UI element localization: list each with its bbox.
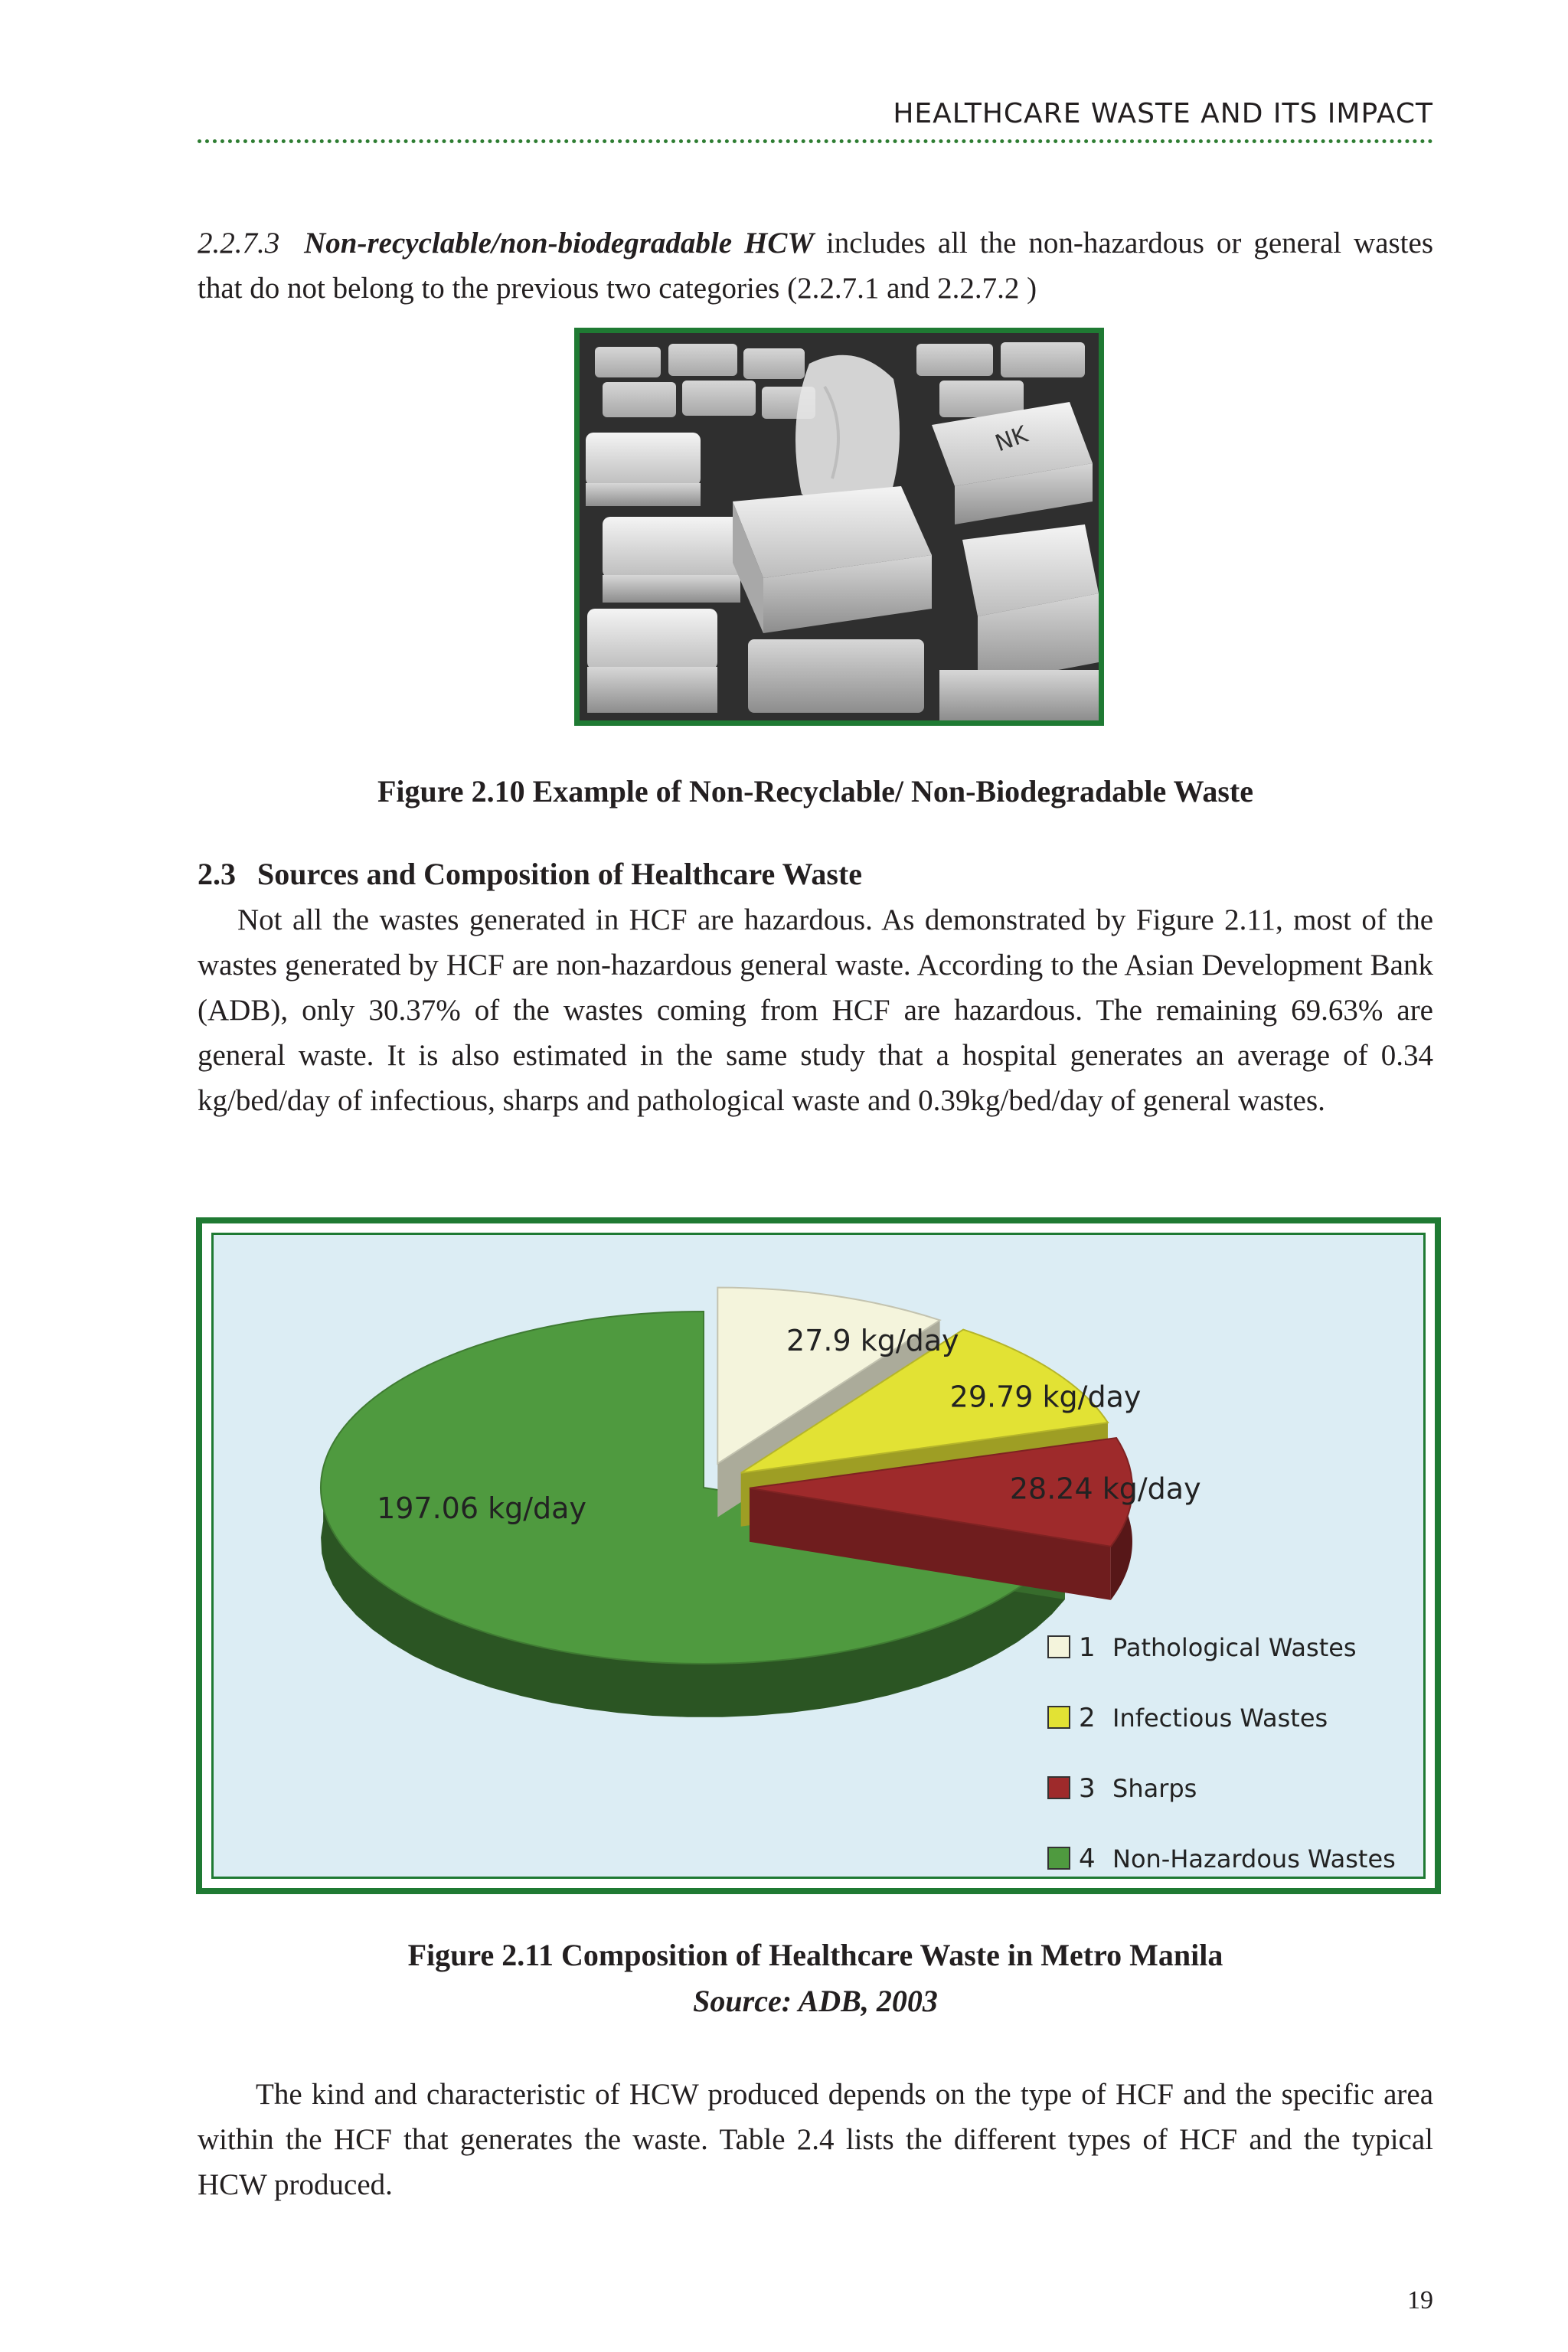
legend-item-sharps xyxy=(1048,1773,1197,1804)
subsection-term: Non-recyclable/non-biodegradable HCW xyxy=(304,227,815,260)
data-label-non-hazardous-wastes: 197.06 kg/day xyxy=(377,1491,586,1525)
intro-text: includes all the non-hazardous or general wastes that do not belong to the previous two categories (2.2.7.1 and 2.2.7.2 ) xyxy=(198,227,1434,305)
figure-2-10-caption: Figure 2.10 Example of Non-Recyclable/ Non-Biodegradable Waste xyxy=(377,774,1254,808)
section-title: Sources and Composition of Healthcare Waste xyxy=(257,857,863,891)
legend-number: 4 xyxy=(1079,1844,1096,1874)
section-number: 2.3 xyxy=(198,857,236,891)
legend-swatch xyxy=(1048,1847,1070,1869)
legend-number: 1 xyxy=(1079,1632,1096,1663)
header-rule xyxy=(198,139,1433,143)
box-marking: NK xyxy=(991,421,1031,458)
legend-item-infectious-wastes xyxy=(1048,1703,1328,1733)
chart-plot-area xyxy=(211,1233,1426,1879)
legend-item-pathological-wastes xyxy=(1048,1632,1357,1663)
figure-2-11-source: Source: ADB, 2003 xyxy=(693,1984,938,2018)
intro-paragraph xyxy=(198,220,1433,311)
legend-label: Sharps xyxy=(1112,1774,1197,1803)
data-label-pathological-wastes: 27.9 kg/day xyxy=(786,1323,959,1357)
legend-swatch xyxy=(1048,1707,1070,1728)
page-number: 19 xyxy=(1407,2286,1433,2314)
closing-paragraph: The kind and characteristic of HCW produced depends on the type of HCF and the specific area within the HCF that generates the waste. Table 2.4 lists the different types of HCF and the typical HCW produced. xyxy=(198,2078,1433,2201)
legend-label: Non-Hazardous Wastes xyxy=(1112,1844,1396,1873)
legend-number: 2 xyxy=(1079,1703,1096,1733)
subsection-number: 2.2.7.3 xyxy=(198,227,280,260)
figure-2-11-caption: Figure 2.11 Composition of Healthcare Waste in Metro Manila xyxy=(407,1938,1223,1972)
figure-2-10-photo xyxy=(574,328,1104,726)
styrofoam-boxes-illustration xyxy=(580,333,1099,720)
legend-label: Infectious Wastes xyxy=(1112,1704,1328,1733)
data-label-infectious-wastes: 29.79 kg/day xyxy=(949,1380,1142,1414)
legend-swatch xyxy=(1048,1636,1070,1658)
figure-2-11-chart xyxy=(196,1217,1441,1894)
running-head: HEALTHCARE WASTE AND ITS IMPACT xyxy=(893,98,1433,129)
section-heading xyxy=(198,856,862,892)
data-label-sharps: 28.24 kg/day xyxy=(1009,1472,1201,1506)
pie-legend-group xyxy=(1048,1632,1396,1874)
legend-number: 3 xyxy=(1079,1773,1096,1804)
sources-paragraph: Not all the wastes generated in HCF are hazardous. As demonstrated by Figure 2.11, most of the wastes generated by HCF are non-hazardous general waste. According to the Asian Development Bank (ADB), only 30.37% of the wastes coming from HCF are hazardous. The remaining 69.63% are general waste. It is also estimated in the same study that a hospital generates an average of 0.34 kg/bed/day of infectious, sharps and pathological waste and 0.39kg/bed/day of general wastes. xyxy=(198,903,1433,1117)
legend-item-non-hazardous-wastes xyxy=(1048,1844,1396,1874)
legend-label: Pathological Wastes xyxy=(1112,1633,1357,1662)
pie-chart-svg xyxy=(214,1235,1423,1877)
legend-swatch xyxy=(1048,1777,1070,1798)
